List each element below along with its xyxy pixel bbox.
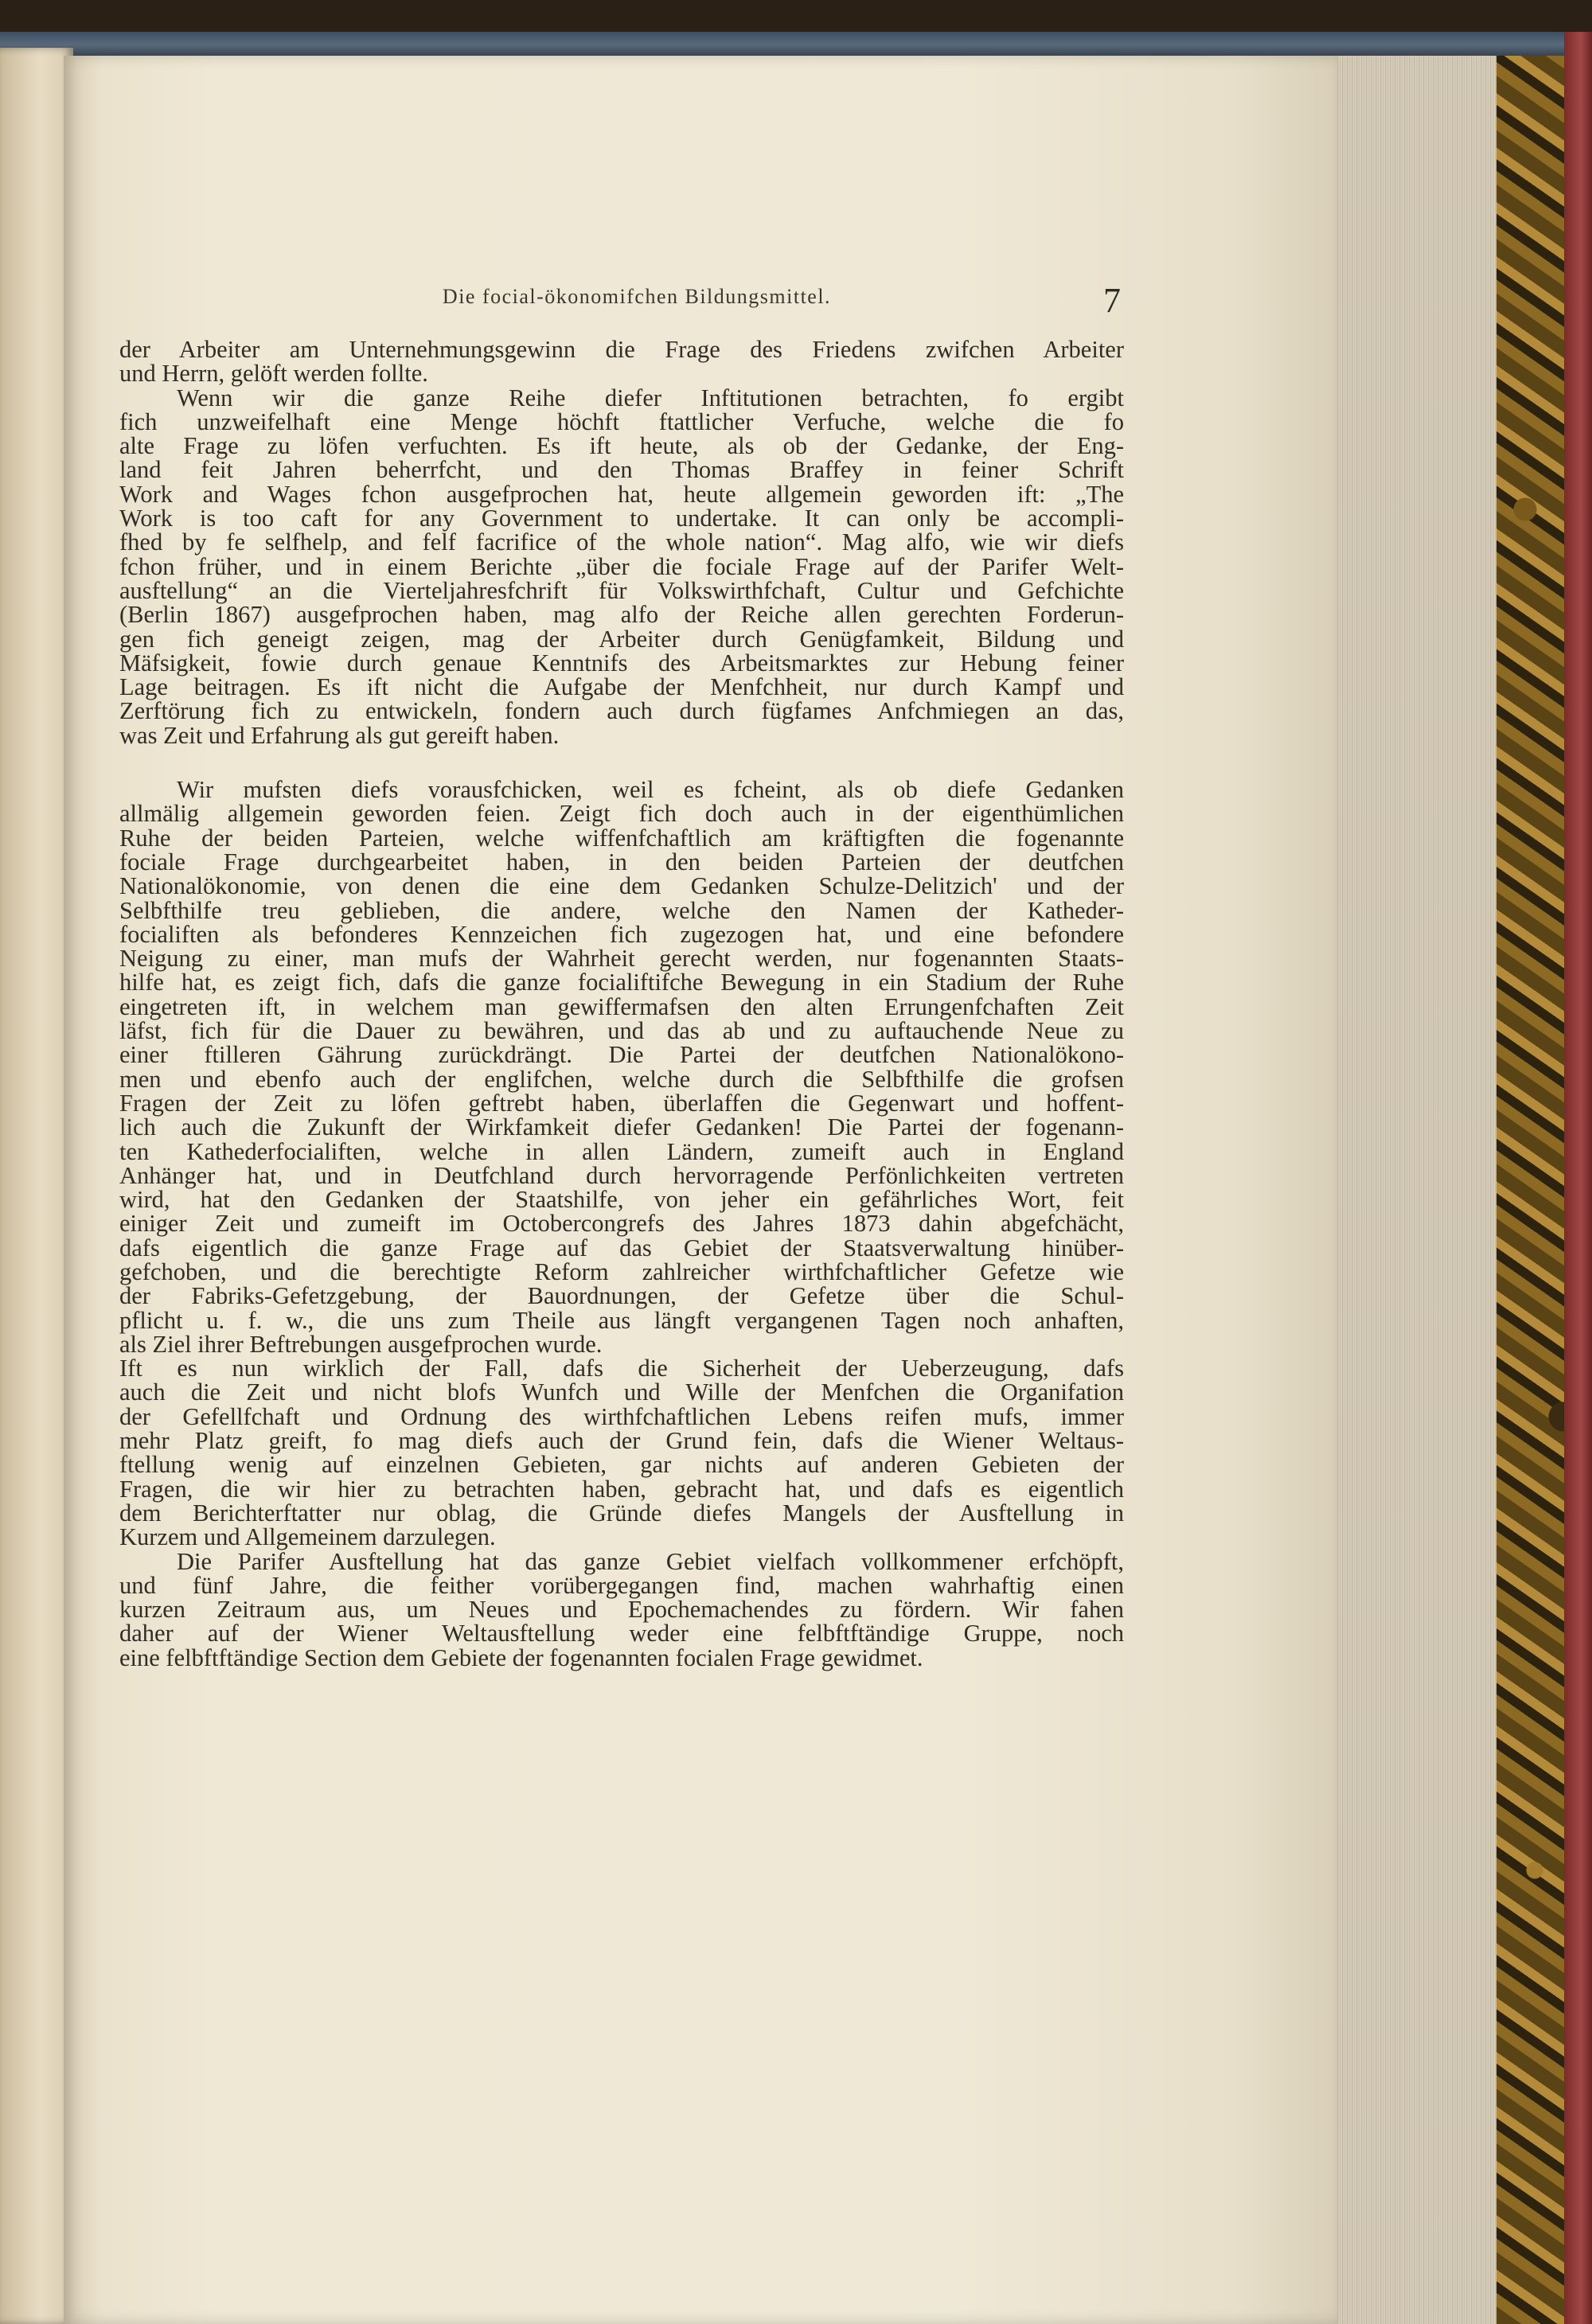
page-stack-edge bbox=[1337, 56, 1496, 2324]
text-line: fich unzweifelhaft eine Menge höchft ftattlicher Verfuche, welche die fo bbox=[119, 407, 1124, 435]
text-line: eingetreten ift, in welchem man gewiffermafsen den alten Errungenfchaften Zeit bbox=[119, 992, 1124, 1020]
text-line: ftellung wenig auf einzelnen Gebieten, gar nichts auf anderen Gebieten der bbox=[119, 1451, 1124, 1479]
text-line: Fragen der Zeit zu löfen geftrebt haben, überlaffen die Gegenwart und hoffent- bbox=[119, 1089, 1124, 1117]
text-line: der Gefellfchaft und Ordnung des wirthfchaftlichen Lebens reifen mufs, immer bbox=[119, 1402, 1124, 1430]
text-line: allmälig allgemein geworden feien. Zeigt fich doch auch in der eigenthümlichen bbox=[119, 800, 1124, 828]
text-line: men und ebenfo auch der englifchen, welche durch die Selbfthilfe die grofsen bbox=[119, 1065, 1124, 1093]
text-line: mehr Platz greift, fo mag diefs auch der Grund fein, dafs die Wiener Weltaus- bbox=[119, 1427, 1124, 1455]
text-line: Fragen, die wir hier zu betrachten haben, gebracht hat, und dafs es eigentlich bbox=[119, 1475, 1124, 1503]
text-line: läfst, fich für die Dauer zu bewähren, und das ab und zu auftauchende Neue zu bbox=[119, 1017, 1124, 1045]
text-line: Ift es nun wirklich der Fall, dafs die Sicherheit der Ueberzeugung, dafs bbox=[119, 1355, 1124, 1382]
text-line: der Fabriks-Gefetzgebung, der Bauordnungen, der Gefetze über die Schul- bbox=[119, 1282, 1124, 1310]
text-line: Zerftörung fich zu entwickeln, fondern auch durch fügfames Anfchmiegen an das, bbox=[119, 697, 1124, 725]
text-line: (Berlin 1867) ausgefprochen haben, mag alfo der Reiche allen gerechten Forderun- bbox=[119, 601, 1124, 629]
text-line: und Herrn, gelöft werden follte. bbox=[119, 360, 428, 388]
text-line: Mäfsigkeit, fowie durch genaue Kenntnifs des Arbeitsmarktes zur Hebung feiner bbox=[119, 649, 1124, 677]
text-line: Wenn wir die ganze Reihe diefer Inftitutionen betrachten, fo ergibt bbox=[177, 384, 1124, 411]
text-line: Nationalökonomie, von denen die eine dem Gedanken Schulze-Delitzich' und der bbox=[119, 872, 1124, 900]
paragraph-gap bbox=[119, 747, 1124, 778]
text-line: gefchoben, und die berechtigte Reform zahlreicher wirthfchaftlicher Gefetze wie bbox=[119, 1258, 1124, 1285]
previous-page-edge bbox=[0, 48, 73, 2324]
text-line: gen fich geneigt zeigen, mag der Arbeiter durch Genügfamkeit, Bildung und bbox=[119, 625, 1124, 653]
text-line: eine felbftftändige Section dem Gebiete der fogenannten focialen Frage gewidmet. bbox=[119, 1644, 923, 1671]
text-line: alte Frage zu löfen verfuchten. Es ift heute, als ob der Gedanke, der Eng- bbox=[119, 432, 1124, 460]
text-line: Selbfthilfe treu geblieben, die andere, welche den Namen der Katheder- bbox=[119, 896, 1124, 924]
text-line: fociale Frage durchgearbeitet haben, in den beiden Parteien der deutfchen bbox=[119, 848, 1124, 875]
text-line: hilfe hat, es zeigt fich, dafs die ganze focialiftifche Bewegung in ein Stadium der Ruhe bbox=[119, 969, 1124, 996]
text-line: ten Kathederfocialiften, welche in allen Ländern, zumeift auch in England bbox=[119, 1137, 1124, 1165]
text-line: land feit Jahren beherrfcht, und den Thomas Braffey in feiner Schrift bbox=[119, 456, 1124, 484]
text-line: und fünf Jahre, die feither vorübergegangen find, machen wahrhaftig einen bbox=[119, 1571, 1124, 1599]
text-line: pflicht u. f. w., die uns zum Theile aus längft vergangenen Tagen noch anhaften, bbox=[119, 1306, 1124, 1334]
page-number: 7 bbox=[1103, 281, 1121, 320]
text-line: fchon früher, und in einem Berichte „über die fociale Frage auf der Parifer Welt- bbox=[119, 552, 1124, 580]
text-line: Lage beitragen. Es ift nicht die Aufgabe der Menfchheit, nur durch Kampf und bbox=[119, 673, 1124, 701]
text-line: einiger Zeit und zumeift im Octobercongrefs des Jahres 1873 dahin abgefchächt, bbox=[119, 1210, 1124, 1238]
text-line: auch die Zeit und nicht blofs Wunfch und Wille der Menfchen die Organifation bbox=[119, 1378, 1124, 1406]
text-line: dafs eigentlich die ganze Frage auf das Gebiet der Staatsverwaltung hinüber- bbox=[119, 1234, 1124, 1261]
text-line: Ruhe der beiden Parteien, welche wiffenfchaftlich am kräftigften die fogenannte bbox=[119, 824, 1124, 852]
paragraph bbox=[119, 337, 1124, 386]
text-line: daher auf der Wiener Weltausftellung weder eine felbftftändige Gruppe, noch bbox=[119, 1620, 1124, 1647]
text-line: Kurzem und Allgemeinem darzulegen. bbox=[119, 1523, 496, 1551]
text-line: Work is too caft for any Government to undertake. It can only be accompli- bbox=[119, 505, 1124, 532]
text-line: was Zeit und Erfahrung als gut gereift haben. bbox=[119, 721, 560, 749]
text-line: Anhänger hat, und in Deutfchland durch hervorragende Perfönlichkeiten vertreten bbox=[119, 1161, 1124, 1189]
body-text bbox=[119, 337, 1124, 1670]
text-line: einer ftilleren Gährung zurückdrängt. Die Partei der deutfchen Nationalökono- bbox=[119, 1041, 1124, 1069]
paragraph bbox=[119, 1547, 1124, 1671]
text-line: kurzen Zeitraum aus, um Neues und Epochemachendes zu fördern. Wir fahen bbox=[119, 1596, 1124, 1624]
cover-spine-edge bbox=[1564, 32, 1592, 2324]
running-head: Die focial-ökonomifchen Bildungsmittel. bbox=[442, 285, 832, 308]
text-line: dem Berichterftatter nur oblag, die Gründe diefes Mangels der Ausftellung in bbox=[119, 1499, 1124, 1527]
text-line: Work and Wages fchon ausgefprochen hat, heute allgemein geworden ift: „The bbox=[119, 480, 1124, 508]
text-line: Neigung zu einer, man mufs der Wahrheit gerecht werden, nur fogenannten Staats- bbox=[119, 945, 1124, 973]
text-line: lich auch die Zukunft der Wirkfamkeit diefer Gedanken! Die Partei der fogenann- bbox=[119, 1113, 1124, 1141]
text-line: fhed by fe selfhelp, and felf facrifice of the whole nation“. Mag alfo, wie wir diefs bbox=[119, 528, 1124, 556]
text-line: wird, hat den Gedanken der Staatshilfe, von jeher ein gefährliches Wort, feit bbox=[119, 1186, 1124, 1214]
text-line: Die Parifer Ausftellung hat das ganze Gebiet vielfach vollkommener erfchöpft, bbox=[177, 1547, 1124, 1575]
text-line: Wir mufsten diefs vorausfchicken, weil es fcheint, als ob diefe Gedanken bbox=[177, 776, 1124, 804]
paragraph bbox=[119, 386, 1124, 747]
text-line: der Arbeiter am Unternehmungsgewinn die Frage des Friedens zwifchen Arbeiter bbox=[119, 336, 1124, 363]
text-line: focialiften als befonderes Kennzeichen fich zugezogen hat, und eine befondere bbox=[119, 920, 1124, 948]
text-line: ausftellung“ an die Vierteljahresfchrift für Volkswirthfchaft, Cultur und Gefchichte bbox=[119, 576, 1124, 604]
text-line: als Ziel ihrer Beftrebungen ausgefprochen wurde. bbox=[119, 1330, 603, 1358]
paragraph bbox=[119, 778, 1124, 1356]
paragraph bbox=[119, 1356, 1124, 1549]
